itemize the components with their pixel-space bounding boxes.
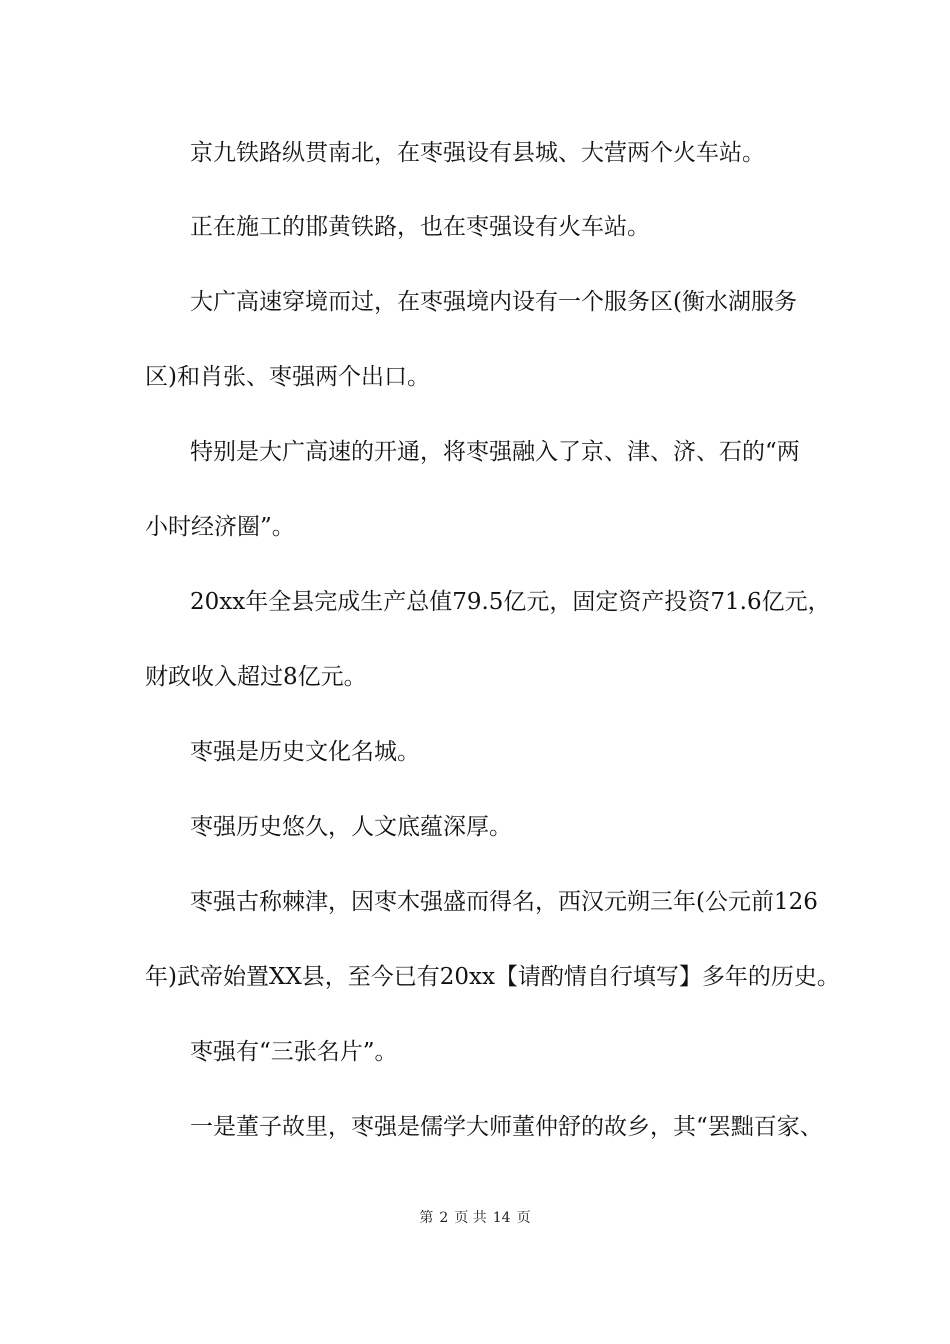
- paragraph-line-4: 区)和肖张、枣强两个出口。: [145, 364, 430, 390]
- footer-middle: 页 共: [454, 1210, 487, 1226]
- paragraph-line-9: 枣强是历史文化名城。: [190, 739, 420, 765]
- paragraph-line-7: 20xx年全县完成生产总值79.5亿元，固定资产投资71.6亿元，: [190, 589, 831, 615]
- footer-prefix: 第: [419, 1210, 434, 1226]
- paragraph-line-14: 一是董子故里，枣强是儒学大师董仲舒的故乡，其“罢黜百家、: [190, 1114, 823, 1140]
- paragraph-line-12: 年)武帝始置XX县，至今已有20xx【请酌情自行填写】多年的历史。: [145, 964, 840, 990]
- paragraph-line-10: 枣强历史悠久，人文底蕴深厚。: [190, 814, 512, 840]
- footer-suffix: 页: [516, 1210, 531, 1226]
- paragraph-line-8: 财政收入超过8亿元。: [145, 664, 367, 690]
- footer-total-pages: 14: [492, 1210, 511, 1226]
- paragraph-line-5: 特别是大广高速的开通，将枣强融入了京、津、济、石的“两: [190, 439, 800, 465]
- paragraph-line-6: 小时经济圈”。: [145, 514, 295, 540]
- paragraph-line-2: 正在施工的邯黄铁路，也在枣强设有火车站。: [190, 214, 650, 240]
- paragraph-line-3: 大广高速穿境而过，在枣强境内设有一个服务区(衡水湖服务: [190, 289, 797, 315]
- page-footer: [0, 1208, 950, 1228]
- paragraph-line-1: 京九铁路纵贯南北，在枣强设有县城、大营两个火车站。: [190, 140, 765, 166]
- footer-page-number: 2: [439, 1210, 449, 1226]
- paragraph-line-11: 枣强古称棘津，因枣木强盛而得名，西汉元朔三年(公元前126: [190, 889, 818, 915]
- paragraph-line-13: 枣强有“三张名片”。: [190, 1039, 398, 1065]
